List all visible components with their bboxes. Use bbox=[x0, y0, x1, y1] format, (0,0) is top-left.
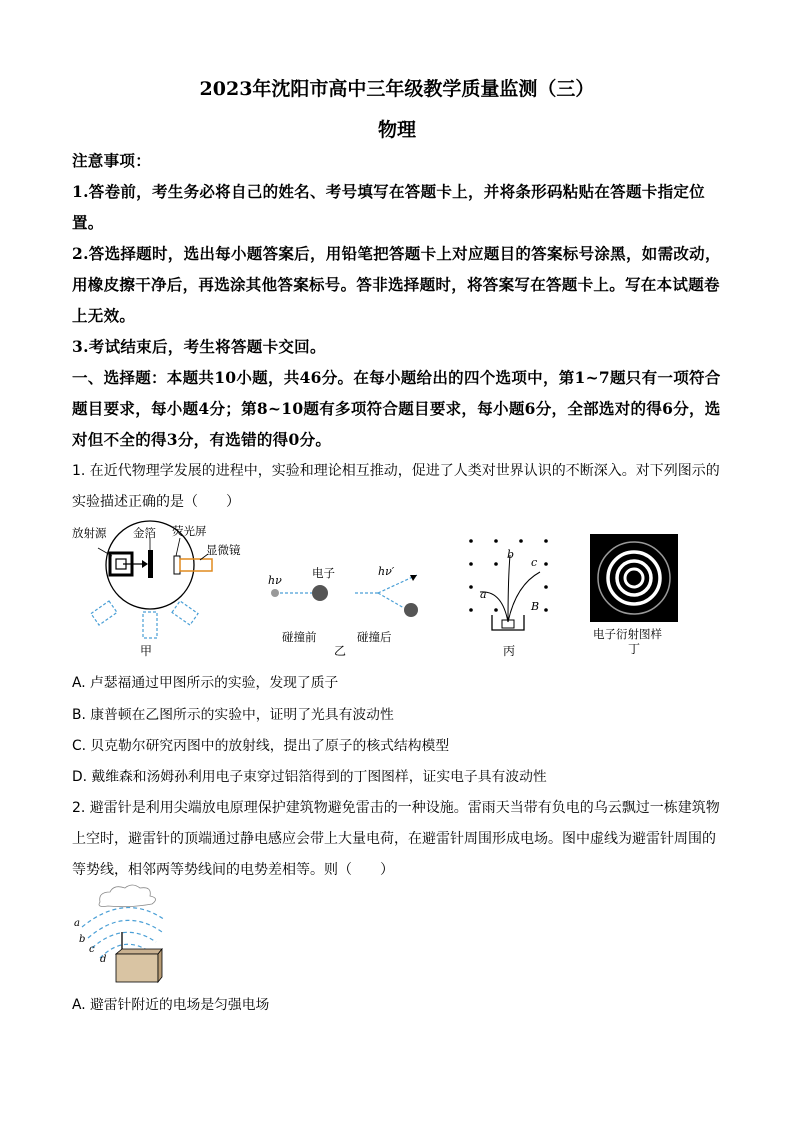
q1-option-d: D. 戴维森和汤姆孙利用电子束穿过铝箔得到的丁图图样，证实电子具有波动性 bbox=[72, 769, 547, 785]
yi-caption: 乙 bbox=[334, 644, 347, 658]
notice-item-3: 3.考试结束后，考生将答题卡交回。 bbox=[72, 337, 326, 356]
section-1-instructions: 一、选择题：本题共10小题，共46分。在每小题给出的四个选项中，第1~7题只有一项符合题目要求，每小题4分；第8~10题有多项符合题目要求，每小题6分，全部选对的得6分，选对但不全的得3分，有选错的得0分。 bbox=[72, 368, 721, 449]
figure-ding-diffraction bbox=[590, 534, 678, 656]
jia-caption: 甲 bbox=[140, 644, 153, 658]
figure-jia-rutherford bbox=[72, 521, 241, 658]
bing-c-label: c bbox=[531, 556, 538, 569]
bing-b-label: b bbox=[507, 548, 515, 561]
figure-bing-radiation bbox=[469, 539, 548, 658]
yi-after-label: 碰撞后 bbox=[357, 630, 392, 644]
q1-figures bbox=[0, 520, 794, 660]
notice-heading: 注意事项： bbox=[72, 151, 152, 170]
q1-option-c: C. 贝克勒尔研究丙图中的放射线，提出了原子的核式结构模型 bbox=[72, 738, 450, 754]
exam-title: 2023年沈阳市高中三年级教学质量监测（三） bbox=[199, 78, 595, 100]
q2-lightning-rod-figure bbox=[70, 882, 190, 987]
q2-label-d: d bbox=[100, 954, 107, 965]
jia-source-label: 放射源 bbox=[72, 526, 107, 540]
notice-item-1: 1.答卷前，考生务必将自己的姓名、考号填写在答题卡上，并将条形码粘贴在答题卡指定位置。 bbox=[72, 182, 705, 232]
yi-electron-label: 电子 bbox=[312, 566, 335, 580]
q2-label-c: c bbox=[89, 944, 95, 955]
bing-caption: 丙 bbox=[503, 644, 516, 658]
jia-foil-label: 金箔 bbox=[133, 526, 156, 540]
yi-hv2-label: hν′ bbox=[378, 565, 395, 578]
ding-caption: 丁 bbox=[628, 642, 641, 656]
q2-label-b: b bbox=[79, 934, 86, 945]
q1-stem: 1. 在近代物理学发展的进程中，实验和理论相互推动，促进了人类对世界认识的不断深入。对下列图示的实验描述正确的是（ ） bbox=[72, 463, 720, 510]
ding-pattern-label: 电子衍射图样 bbox=[593, 627, 662, 641]
yi-before-label: 碰撞前 bbox=[282, 630, 317, 644]
bing-B-label: B bbox=[531, 600, 540, 613]
yi-hv-label: hν bbox=[268, 574, 282, 587]
q2-option-a: A. 避雷针附近的电场是匀强电场 bbox=[72, 997, 270, 1013]
bing-a-label: a bbox=[480, 588, 487, 601]
subject-title: 物理 bbox=[377, 119, 416, 141]
q2-stem: 2. 避雷针是利用尖端放电原理保护建筑物避免雷击的一种设施。雷雨天当带有负电的乌云飘过一栋建筑物上空时，避雷针的顶端通过静电感应会带上大量电荷，在避雷针周围形成电场。图中虚线为避雷针周围的等势线，相邻两等势线间的电势差相等。则（ ） bbox=[72, 800, 720, 878]
q2-label-a: a bbox=[74, 918, 80, 929]
figure-yi-compton bbox=[268, 565, 418, 658]
q1-option-a: A. 卢瑟福通过甲图所示的实验，发现了质子 bbox=[72, 675, 339, 691]
jia-microscope-label: 显微镜 bbox=[206, 543, 241, 557]
notice-item-2: 2.答选择题时，选出每小题答案后，用铅笔把答题卡上对应题目的答案标号涂黑，如需改动，用橡皮擦干净后，再选涂其他答案标号。答非选择题时，将答案写在答题卡上。写在本试题卷上无效。 bbox=[72, 244, 721, 325]
jia-screen-label: 荧光屏 bbox=[172, 524, 207, 538]
q1-option-b: B. 康普顿在乙图所示的实验中，证明了光具有波动性 bbox=[72, 707, 394, 723]
